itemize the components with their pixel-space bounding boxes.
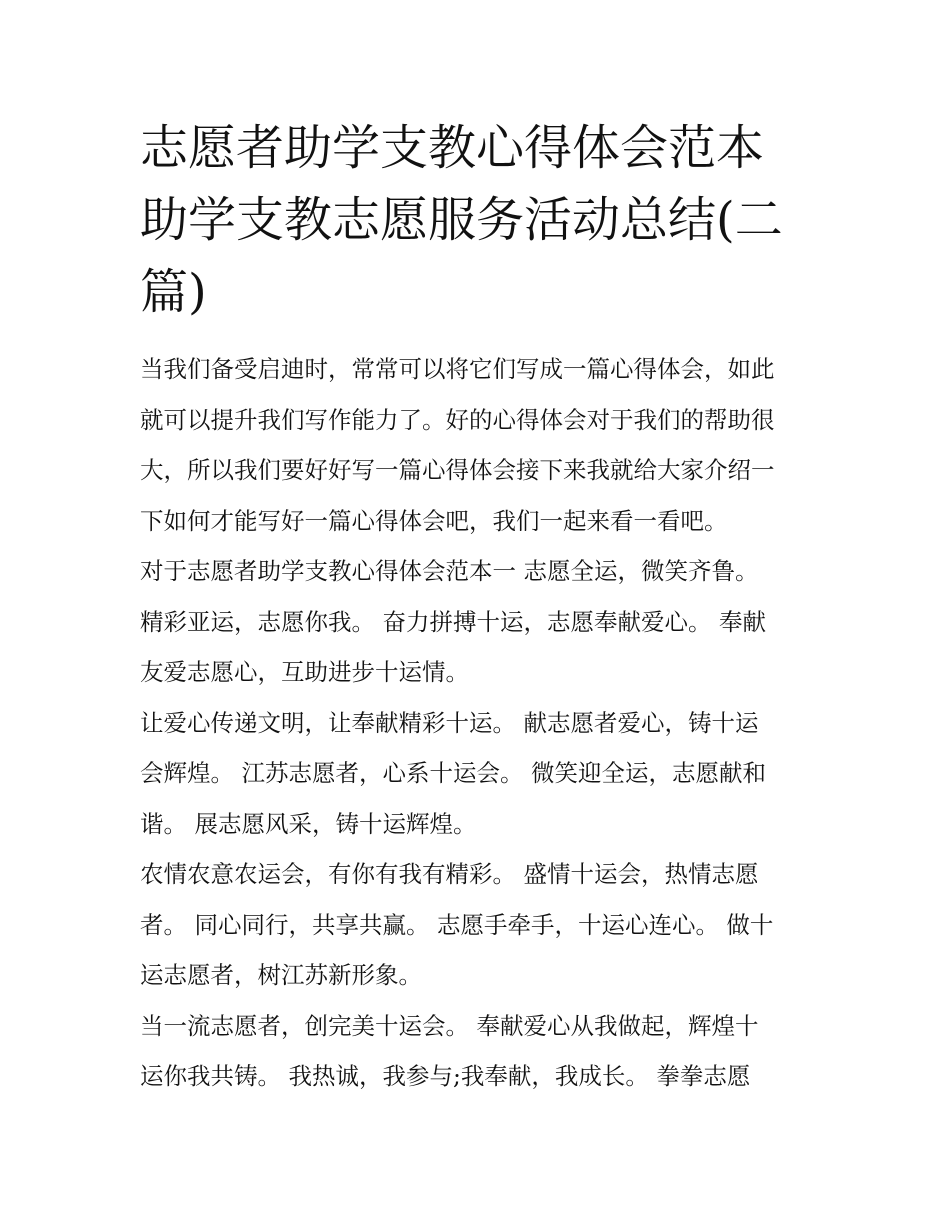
text-line: 下如何才能写好一篇心得体会吧，我们一起来看一看吧。 (140, 506, 728, 535)
text-line: 友爱志愿心，互助进步十运情。 (140, 658, 469, 686)
text-line: 运你我共铸。 我热诚，我参与;我奉献，我成长。 拳拳志愿 (140, 1062, 751, 1090)
paragraph-intro (140, 344, 820, 546)
text-line: 当我们备受启迪时，常常可以将它们写成一篇心得体会，如此 (140, 355, 775, 383)
paragraph-slogans-2 (140, 849, 820, 1001)
text-line: 会辉煌。 江苏志愿者，心系十运会。 微笑迎全运，志愿献和 (140, 759, 766, 787)
text-line: 当一流志愿者，创完美十运会。 奉献爱心从我做起，辉煌十 (140, 1011, 759, 1040)
document-page (140, 112, 820, 1102)
text-line: 谐。 展志愿风采，铸十运辉煌。 (140, 809, 477, 838)
paragraph-slogans-3 (140, 1001, 820, 1102)
title-line: 志愿者助学支教心得体会范本 (140, 120, 765, 176)
text-line: 精彩亚运，志愿你我。 奋力拼搏十运，志愿奉献爱心。 奉献 (140, 607, 766, 636)
text-line: 运志愿者，树江苏新形象。 (140, 961, 422, 989)
text-line: 就可以提升我们写作能力了。好的心得体会对于我们的帮助很 (140, 405, 775, 434)
paragraph-sample-1 (140, 546, 820, 698)
paragraph-slogans-1 (140, 698, 820, 850)
title-line: 篇) (140, 264, 207, 320)
document-title (140, 112, 820, 328)
document-body (140, 344, 820, 1102)
text-line: 大，所以我们要好好写一篇心得体会接下来我就给大家介绍一 (140, 456, 775, 484)
title-line: 助学支教志愿服务活动总结(二 (140, 192, 783, 248)
text-line: 农情农意农运会，有你有我有精彩。 盛情十运会，热情志愿 (140, 860, 759, 888)
text-line: 者。 同心同行，共享共赢。 志愿手牵手，十运心连心。 做十 (140, 910, 774, 939)
text-line: 让爱心传递文明，让奉献精彩十运。 献志愿者爱心，铸十运 (140, 708, 759, 737)
text-line: 对于志愿者助学支教心得体会范本一 志愿全运，微笑齐鲁。 (140, 557, 759, 585)
